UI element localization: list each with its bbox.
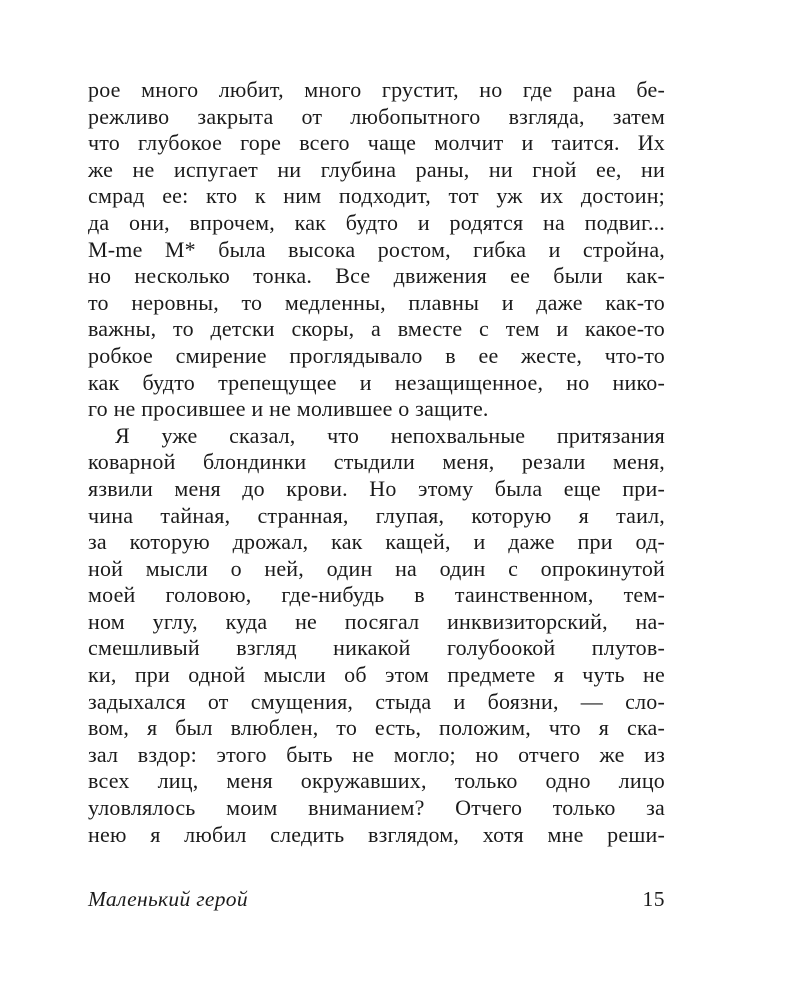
text-line: режливо закрыта от любопытного взгляда, затем — [88, 103, 665, 129]
paragraph — [88, 423, 665, 849]
text-line: важны, то детски скоры, а вместе с тем и какое-то — [88, 316, 665, 342]
text-line: коварной блондинки стыдили меня, резали меня, — [88, 449, 665, 475]
text-line: рое много любит, много грустит, но где рана бе- — [88, 77, 665, 102]
text-line: то неровны, то медленны, плавны и даже как-то — [88, 289, 665, 315]
text-line: уловлялось моим вниманием? Отчего только за — [88, 795, 665, 821]
text-line: го не просившее и не молившее о защите. — [88, 396, 489, 422]
text-line: смрад ее: кто к ним подходит, тот уж их достоин; — [88, 183, 665, 209]
text-line: что глубокое горе всего чаще молчит и таится. Их — [88, 130, 665, 156]
paragraph — [88, 77, 665, 423]
text-line: нею я любил следить взглядом, хотя мне реши- — [88, 821, 665, 847]
text-line: за которую дрожал, как кащей, и даже при од- — [88, 529, 665, 555]
running-title: Маленький герой — [88, 887, 248, 911]
text-line: чина тайная, странная, глупая, которую я таил, — [88, 502, 665, 528]
page-number: 15 — [642, 887, 665, 911]
text-line: как будто трепещущее и незащищенное, но нико- — [88, 369, 665, 395]
text-line: задыхался от смущения, стыда и боязни, — сло- — [88, 688, 665, 714]
text-line: язвили меня до крови. Но этому была еще при- — [88, 475, 665, 501]
text-line: да они, впрочем, как будто и родятся на подвиг... — [88, 209, 665, 235]
text-line: ки, при одной мысли об этом предмете я чуть не — [88, 662, 665, 688]
body-text-block — [88, 77, 665, 848]
text-line: зал вздор: этого быть не могло; но отчего же из — [88, 741, 665, 767]
text-line: всех лиц, меня окружавших, только одно лицо — [88, 768, 665, 794]
page-footer — [88, 886, 665, 912]
text-line: вом, я был влюблен, то есть, положим, что я ска- — [88, 715, 665, 741]
text-line: ной мысли о ней, один на один с опрокинутой — [88, 555, 665, 581]
text-line: Я уже сказал, что непохвальные притязания — [115, 422, 665, 448]
text-line: M-me M* была высока ростом, гибка и стройна, — [88, 236, 665, 262]
text-line: же не испугает ни глубина раны, ни гной ее, ни — [88, 156, 665, 182]
text-line: моей головою, где-нибудь в таинственном, тем- — [88, 582, 665, 608]
text-line: смешливый взгляд никакой голубоокой плутов- — [88, 635, 665, 661]
text-line: робкое смирение проглядывало в ее жесте, что-то — [88, 342, 665, 368]
text-line: но несколько тонка. Все движения ее были как- — [88, 263, 665, 289]
text-line: ном углу, куда не посягал инквизиторский, на- — [88, 608, 665, 634]
